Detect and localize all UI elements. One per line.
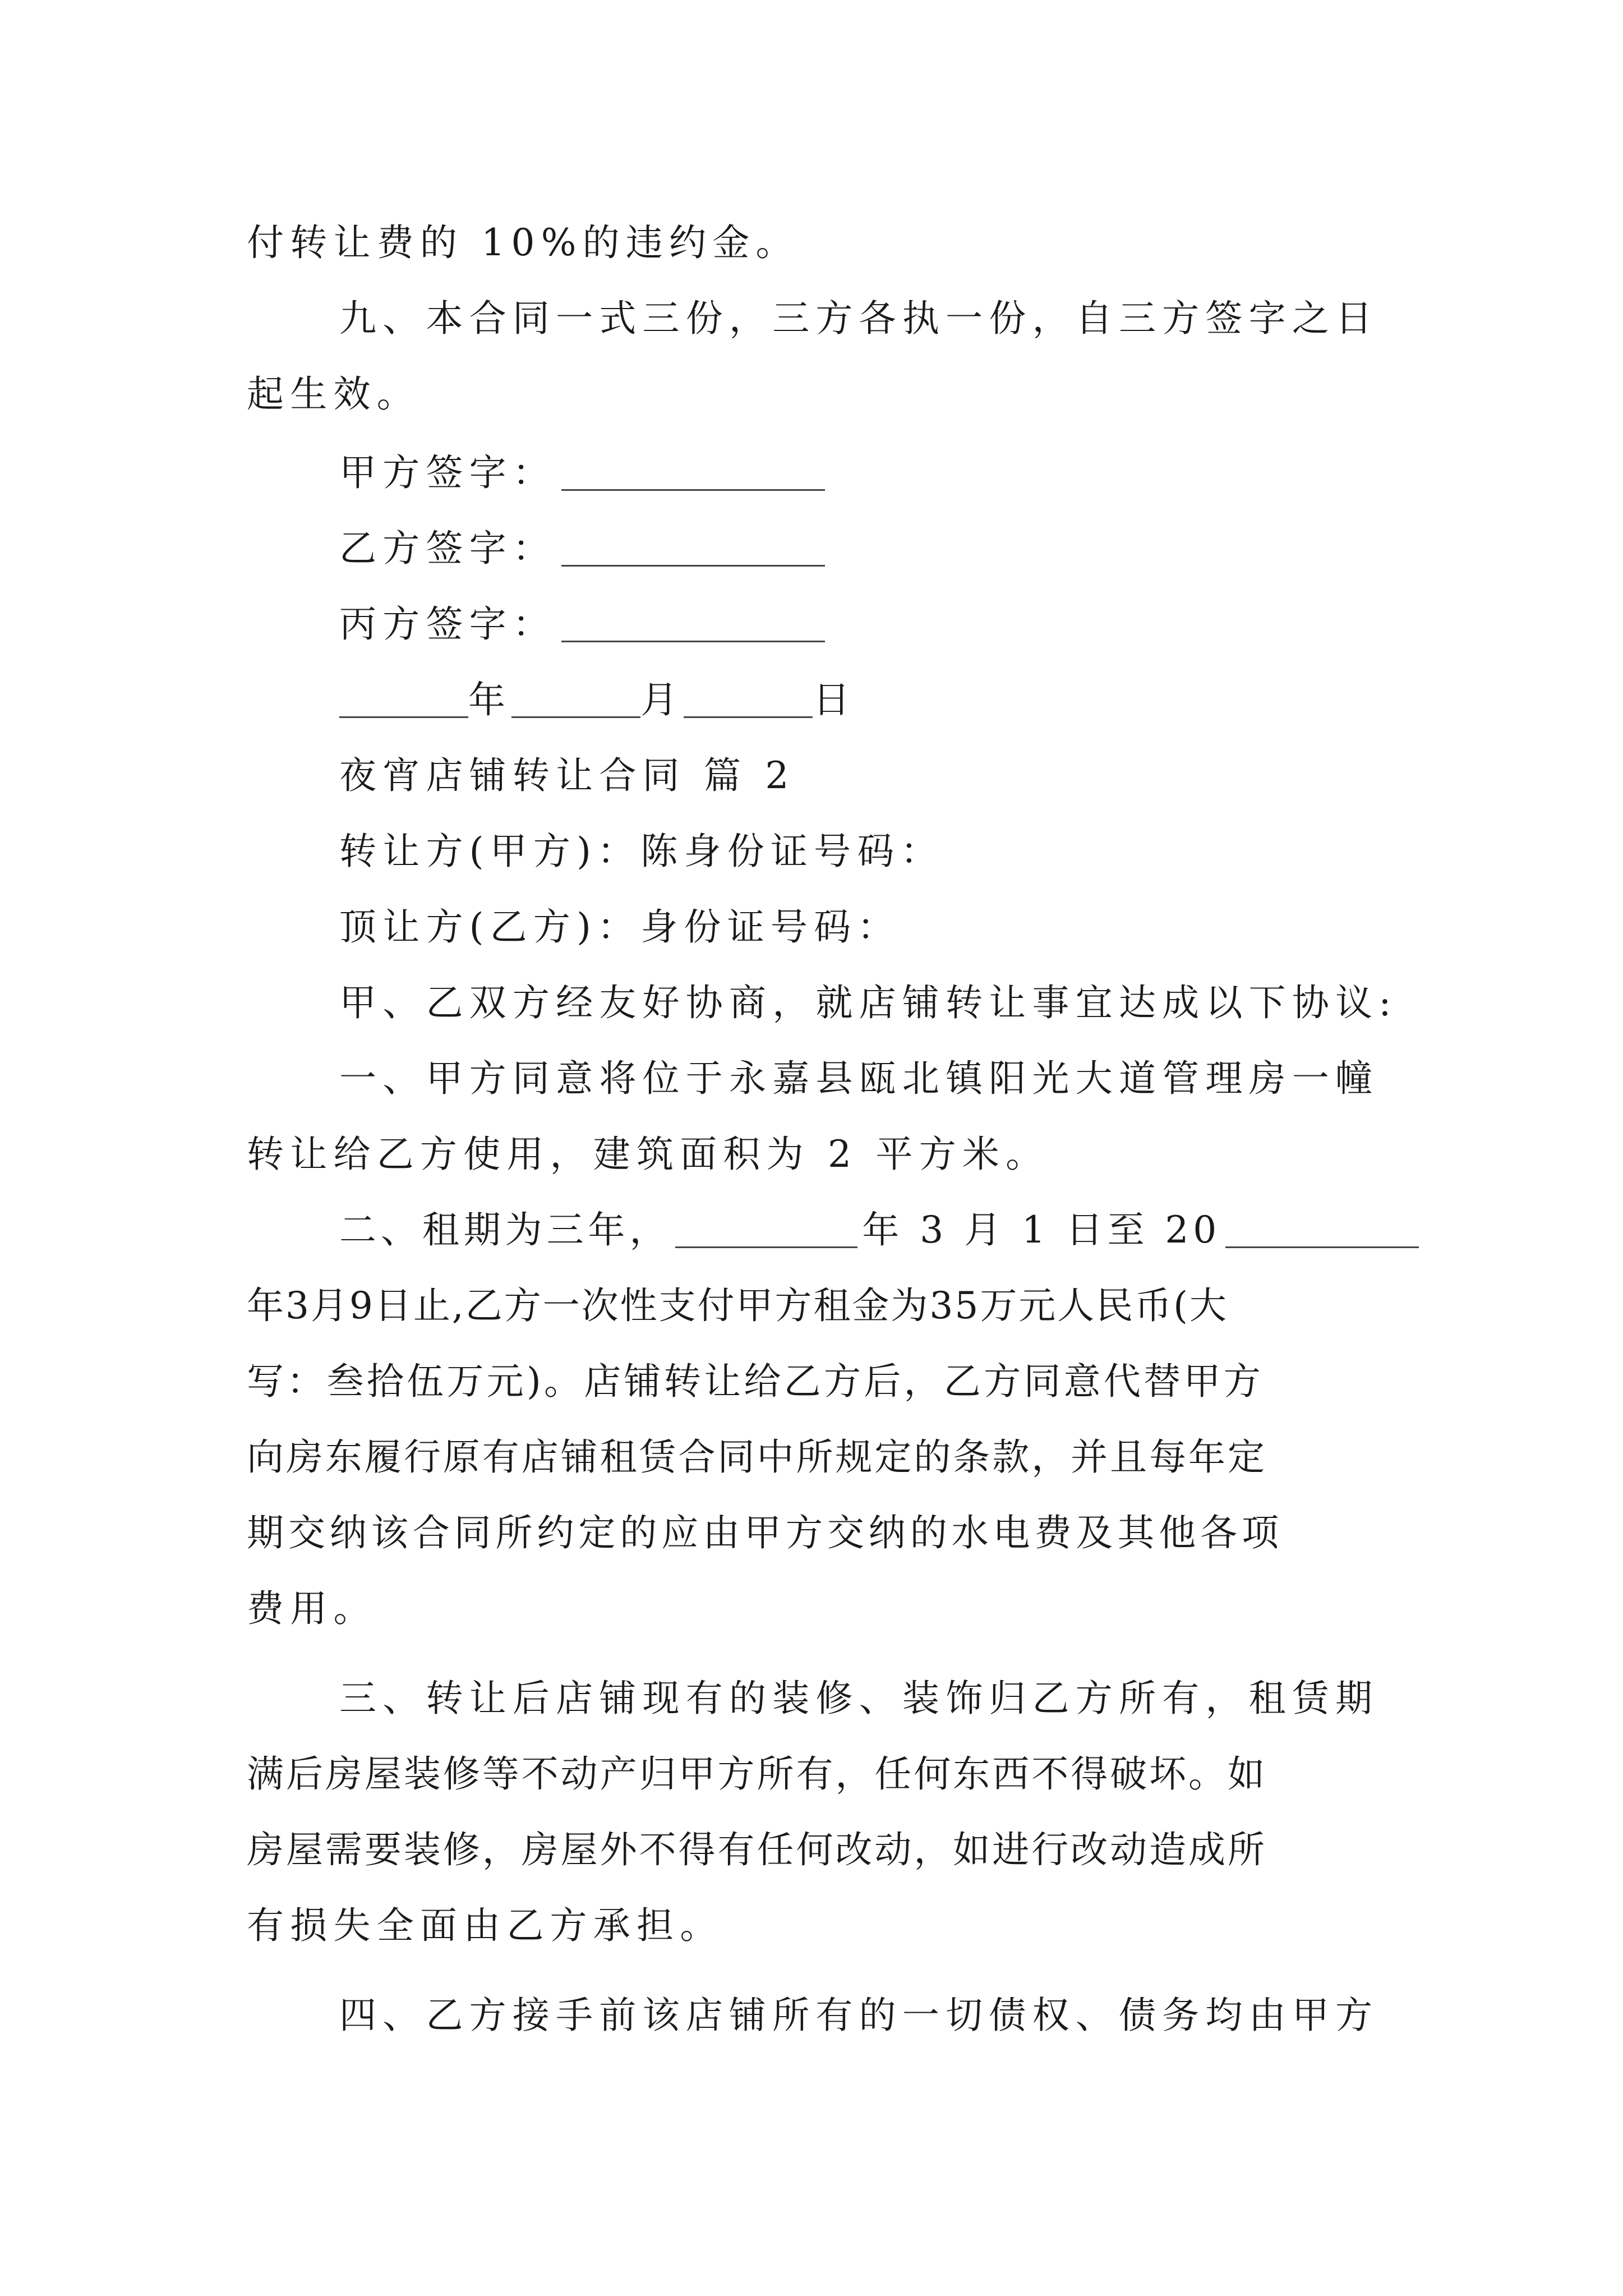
clause-two-line-3: 写：叁拾伍万元)。店铺转让给乙方后，乙方同意代替甲方 xyxy=(247,1360,1264,1403)
clause-two-line-1 xyxy=(339,1208,1419,1251)
signature-party-c-blank xyxy=(561,641,825,642)
date-year-label: 年 xyxy=(468,678,512,721)
date-line xyxy=(339,678,856,721)
clause-nine-line-2: 起生效。 xyxy=(247,372,420,416)
transferee-line: 顶让方(乙方)：身份证号码： xyxy=(339,905,901,949)
clause-one-line-1: 一、甲方同意将位于永嘉县瓯北镇阳光大道管理房一幢 xyxy=(339,1057,1379,1100)
signature-party-b-blank xyxy=(561,565,825,567)
clause-nine-line-1: 九、本合同一式三份，三方各执一份，自三方签字之日 xyxy=(339,297,1379,340)
clause-two-line-4: 向房东履行原有店铺租赁合同中所规定的条款，并且每年定 xyxy=(247,1435,1267,1479)
clause-two-line-5: 期交纳该合同所约定的应由甲方交纳的水电费及其他各项 xyxy=(247,1511,1283,1554)
clause-three-line-3: 房屋需要装修，房屋外不得有任何改动，如进行改动造成所 xyxy=(247,1828,1267,1871)
clause-one-line-2: 转让给乙方使用，建筑面积为 2 平方米。 xyxy=(247,1133,1049,1176)
date-month-label: 月 xyxy=(640,678,684,721)
signature-party-c-label: 丙方签字： xyxy=(339,602,556,646)
signature-party-a xyxy=(339,451,825,494)
clause-four-line-1: 四、乙方接手前该店铺所有的一切债权、债务均由甲方 xyxy=(339,1994,1379,2037)
lease-start-year-blank xyxy=(675,1246,857,1248)
penalty-line: 付转让费的 10%的违约金。 xyxy=(247,221,799,264)
clause-two-date-text: 年 3 月 1 日至 20 xyxy=(862,1208,1221,1251)
date-month-blank xyxy=(511,716,640,718)
clause-two-line-2: 年3月9日止,乙方一次性支付甲方租金为35万元人民币(大 xyxy=(247,1284,1228,1327)
date-day-blank xyxy=(684,716,813,718)
lease-end-year-blank xyxy=(1225,1246,1419,1248)
agreement-intro: 甲、乙双方经友好协商，就店铺转让事宜达成以下协议: xyxy=(339,981,1398,1024)
date-year-blank xyxy=(339,716,468,718)
clause-two-line-6: 费用。 xyxy=(247,1587,377,1630)
signature-party-c xyxy=(339,602,825,646)
date-day-label: 日 xyxy=(813,678,856,721)
signature-party-b xyxy=(339,527,825,570)
clause-three-line-1: 三、转让后店铺现有的装修、装饰归乙方所有，租赁期 xyxy=(339,1677,1379,1720)
clause-three-line-4: 有损失全面由乙方承担。 xyxy=(247,1904,723,1947)
clause-two-term-text: 二、租期为三年， xyxy=(339,1208,671,1251)
signature-party-a-blank xyxy=(561,489,825,491)
transferor-line: 转让方(甲方)：陈身份证号码： xyxy=(339,830,944,873)
section-title: 夜宵店铺转让合同 篇 2 xyxy=(339,754,795,797)
clause-three-line-2: 满后房屋装修等不动产归甲方所有，任何东西不得破坏。如 xyxy=(247,1752,1267,1796)
signature-party-a-label: 甲方签字： xyxy=(339,451,556,494)
signature-party-b-label: 乙方签字： xyxy=(339,527,556,570)
